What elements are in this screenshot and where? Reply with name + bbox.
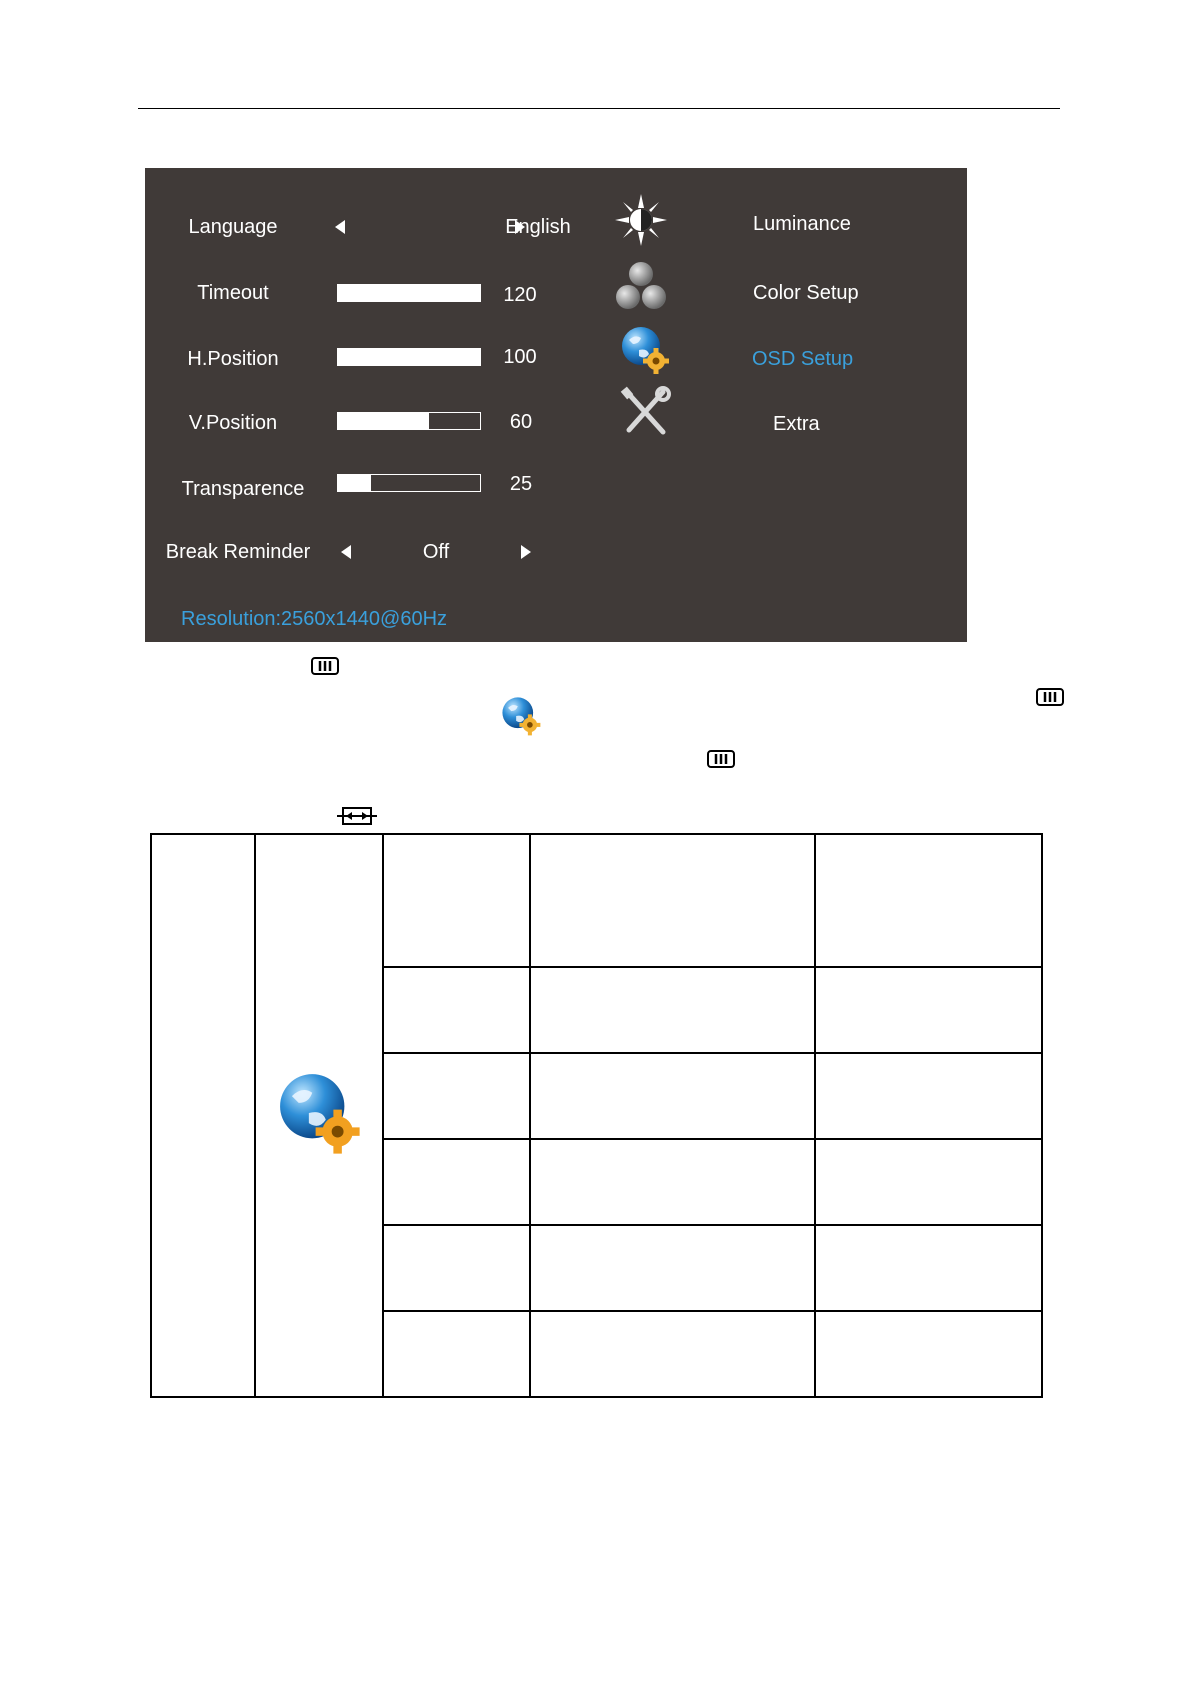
- setting-label-break-reminder: Break Reminder: [165, 541, 311, 563]
- table-cell: [815, 1311, 1042, 1397]
- table-cell-category: [151, 834, 255, 1397]
- resolution-status: Resolution:2560x1440@60Hz: [181, 608, 448, 630]
- source-key-icon: [337, 805, 377, 827]
- table-cell: [383, 834, 530, 967]
- setting-label-h-position: H.Position: [187, 348, 279, 370]
- slider-fill: [338, 349, 480, 365]
- table-cell: [530, 1225, 815, 1311]
- table-cell: [815, 834, 1042, 967]
- h-position-value: 100: [503, 346, 537, 368]
- color-setup-icon[interactable]: [615, 260, 667, 312]
- osd-setup-icon[interactable]: [619, 324, 671, 376]
- osd-menu-screenshot: [145, 168, 967, 642]
- menu-key-icon: [311, 657, 339, 675]
- header-rule: [138, 108, 1060, 109]
- osd-setup-icon: [500, 695, 542, 737]
- osd-setup-icon: [275, 1069, 363, 1157]
- table-cell: [530, 1311, 815, 1397]
- language-value: English: [505, 216, 571, 238]
- timeout-value: 120: [503, 284, 537, 306]
- table-cell: [530, 834, 815, 967]
- table-cell: [383, 967, 530, 1053]
- v-position-value: 60: [509, 411, 533, 433]
- table-cell: [530, 1053, 815, 1139]
- arrow-right-icon[interactable]: [521, 545, 531, 559]
- setting-label-timeout: Timeout: [197, 282, 269, 304]
- setting-label-language: Language: [188, 216, 278, 238]
- table-cell: [383, 1225, 530, 1311]
- h-position-slider[interactable]: [337, 348, 481, 366]
- table-cell: [815, 1053, 1042, 1139]
- table-cell: [815, 1225, 1042, 1311]
- table-cell-icon: [255, 834, 383, 1397]
- extra-icon[interactable]: [619, 386, 671, 438]
- transparence-value: 25: [509, 473, 533, 495]
- timeout-slider[interactable]: [337, 284, 481, 302]
- setting-label-transparence: Transparence: [181, 478, 305, 500]
- table-cell: [383, 1311, 530, 1397]
- table-cell: [530, 1139, 815, 1225]
- transparence-slider[interactable]: [337, 474, 481, 492]
- slider-fill: [338, 285, 480, 301]
- slider-fill: [338, 475, 371, 491]
- break-reminder-value: Off: [422, 541, 450, 563]
- menu-item-extra[interactable]: Extra: [773, 413, 820, 435]
- table-cell: [815, 967, 1042, 1053]
- table-cell: [383, 1053, 530, 1139]
- menu-key-icon: [707, 750, 735, 768]
- table-row: [151, 834, 1042, 967]
- table-cell: [530, 967, 815, 1053]
- menu-item-osd-setup[interactable]: OSD Setup: [752, 348, 854, 370]
- osd-setup-table: [150, 833, 1043, 1398]
- menu-item-color-setup[interactable]: Color Setup: [753, 282, 859, 304]
- arrow-right-icon[interactable]: [515, 220, 525, 234]
- luminance-icon[interactable]: [615, 194, 667, 246]
- table-cell: [815, 1139, 1042, 1225]
- menu-key-icon: [1036, 688, 1064, 706]
- slider-fill: [338, 413, 429, 429]
- arrow-left-icon[interactable]: [341, 545, 351, 559]
- table-cell: [383, 1139, 530, 1225]
- arrow-left-icon[interactable]: [335, 220, 345, 234]
- menu-item-luminance[interactable]: Luminance: [753, 213, 851, 235]
- setting-label-v-position: V.Position: [188, 412, 278, 434]
- v-position-slider[interactable]: [337, 412, 481, 430]
